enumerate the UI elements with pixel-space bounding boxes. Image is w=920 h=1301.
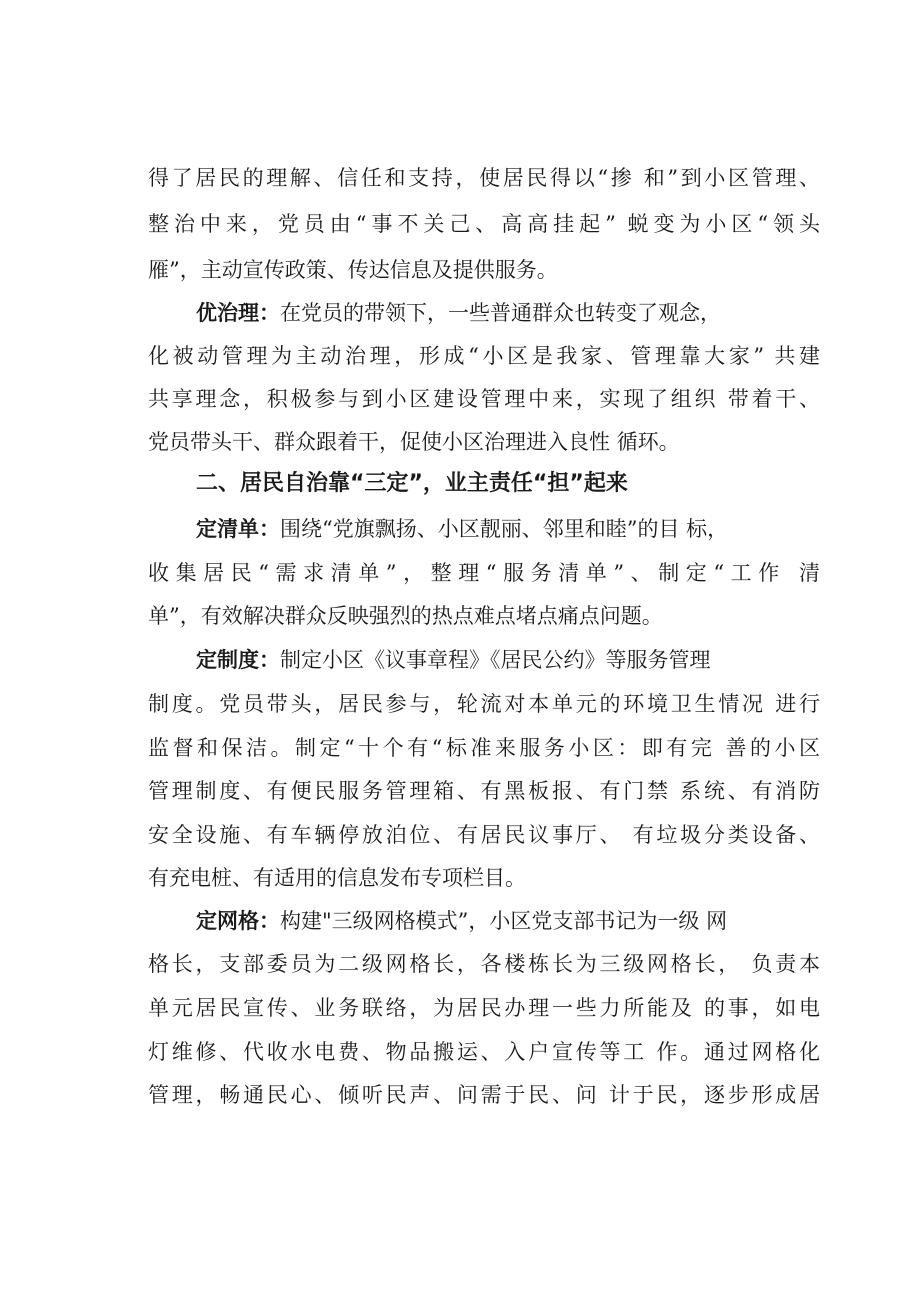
body-line: 得了居民的理解、信任和支持，使居民得以“掺 和”到小区管理、 — [148, 166, 820, 190]
body-line: 制度。党员带头，居民参与，轮流对本单元的环境卫生情况 进行 — [148, 692, 820, 716]
body-line: 单元居民宣传、业务联络，为居民办理一些力所能及 的事，如电 — [148, 996, 820, 1020]
body-line: 管理制度、有便民服务管理箱、有黑板报、有门禁 系统、有消防 — [148, 779, 820, 803]
body-line: 收集居民“需求清单”，整理“服务清单”、制定“工作 清 — [148, 561, 820, 585]
body-line: 雁”，主动宣传政策、传达信息及提供服务。 — [148, 258, 558, 282]
body-line: 共享理念，积极参与到小区建设管理中来，实现了组织 带着干、 — [148, 387, 820, 411]
body-line: 监督和保洁。制定“十个有“标准来服务小区：即有完 善的小区 — [148, 736, 820, 760]
body-line: 有充电桩、有适用的信息发布专项栏目。 — [148, 866, 526, 890]
section-heading: 二、居民自治靠“三定”，业主责任“担”起来 — [196, 471, 628, 496]
body-line: 整治中来，党员由“事不关己、高高挂起” 蜕变为小区“领头 — [148, 212, 820, 236]
body-text: 围绕“党旗飘扬、小区靓丽、邻里和睦”的目 标， — [280, 517, 729, 541]
body-line: 管理，畅通民心、倾听民声、问需于民、问 计于民，逐步形成居 — [148, 1083, 820, 1107]
paragraph-lead: 优治理： — [196, 301, 280, 325]
paragraph-first-line — [196, 906, 820, 936]
paragraph-first-line — [196, 298, 820, 328]
body-line: 党员带头干、群众跟着干，促使小区治理进入良性 循环。 — [148, 430, 680, 454]
paragraph-lead: 定网格： — [196, 909, 280, 933]
body-line: 单”，有效解决群众反映强烈的热点难点堵点痛点问题。 — [148, 604, 663, 628]
body-line: 灯维修、代收水电费、物品搬运、入户宣传等工 作。通过网格化 — [148, 1040, 820, 1064]
body-line: 安全设施、有车辆停放泊位、有居民议事厅、 有垃圾分类设备、 — [148, 823, 820, 847]
paragraph-lead: 定清单： — [196, 517, 280, 541]
body-line: 化被动管理为主动治理，形成“小区是我家、管理靠大家” 共建 — [148, 344, 820, 368]
body-line: 格长，支部委员为二级网格长，各楼栋长为三级网格长， 负责本 — [148, 952, 820, 976]
paragraph-first-line — [196, 645, 820, 675]
paragraph-lead: 定制度： — [196, 648, 280, 672]
body-text: 制定小区《议事章程》《居民公约》等服务管理 — [280, 648, 711, 672]
body-text: 在党员的带领下，一些普通群众也转变了观念， — [280, 301, 721, 325]
paragraph-first-line — [196, 514, 820, 544]
body-text: 构建"三级网格模式”，小区党支部书记为一级 网 — [280, 909, 728, 933]
